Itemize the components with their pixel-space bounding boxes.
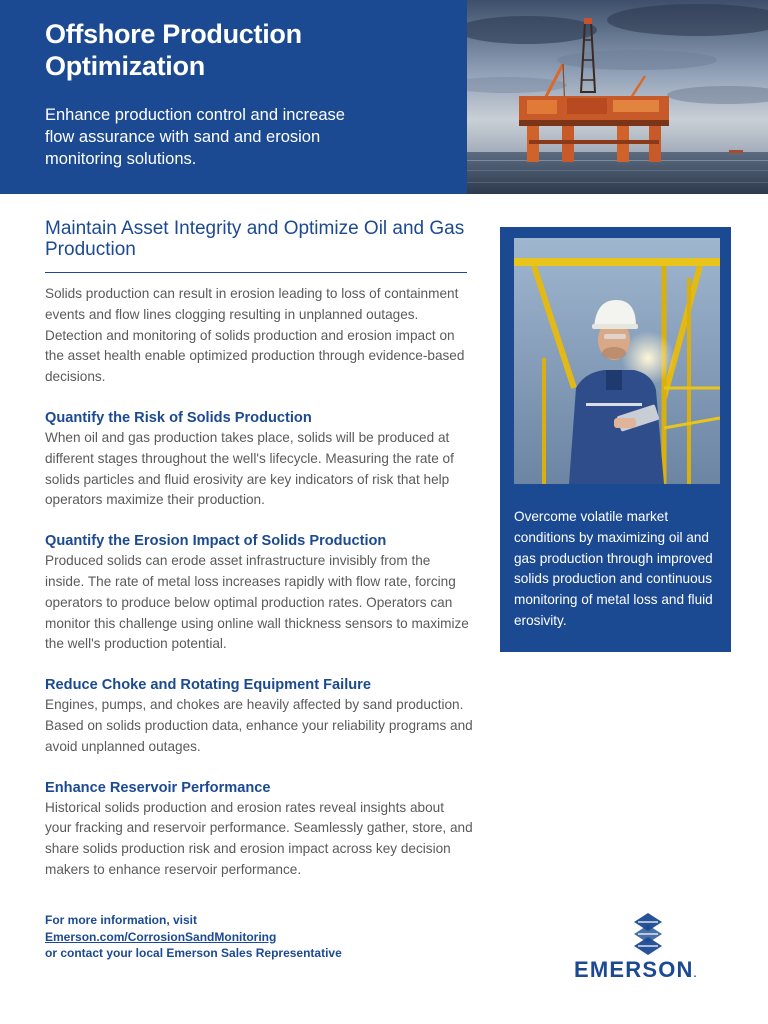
offshore-rig-photo bbox=[467, 0, 768, 194]
intro-paragraph: Solids production can result in erosion leading to loss of containment events and flow lines clogging resulting in unplanned outages. Detection and monitoring of solids production and erosion impact on the asset health enable optimized production through evidence-based decisions. bbox=[45, 286, 465, 385]
footer-contact bbox=[45, 912, 445, 962]
heading-divider bbox=[45, 272, 467, 273]
section-title: Quantify the Risk of Solids Production bbox=[45, 409, 312, 426]
section-title: Quantify the Erosion Impact of Solids Production bbox=[45, 533, 387, 550]
footer-link[interactable]: Emerson.com/CorrosionSandMonitoring bbox=[45, 929, 277, 944]
main-heading: Maintain Asset Integrity and Optimize Oil and Gas Production bbox=[45, 218, 465, 260]
logo-wordmark: EMERSON. bbox=[574, 957, 698, 982]
engineer-photo bbox=[514, 238, 720, 484]
page-subtitle: Enhance production control and increase flow assurance with sand and erosion monitoring solutions. bbox=[45, 106, 345, 168]
section-body: Engines, pumps, and chokes are heavily affected by sand production. Based on solids production data, enhance your reliability programs and avoid unplanned outages. bbox=[45, 697, 473, 754]
section-body: Produced solids can erode asset infrastructure invisibly from the inside. The rate of metal loss increases rapidly with flow rate, forcing operators to produce below optimal production rates. Operators can monitor this challenge using online wall thickness sensors to maximize the well's production potential. bbox=[45, 553, 469, 652]
sidebar-callout bbox=[500, 227, 731, 652]
section-title: Enhance Reservoir Performance bbox=[45, 779, 271, 796]
emerson-mark-icon bbox=[632, 913, 664, 957]
section-body: Historical solids production and erosion rates reveal insights about your fracking and reservoir performance. Seamlessly gather, store, and share solids production risk and erosion impact across key decision makers to enhance reservoir performance. bbox=[45, 799, 473, 877]
footer-line: or contact your local Emerson Sales Representative bbox=[45, 946, 342, 960]
section-title: Reduce Choke and Rotating Equipment Failure bbox=[45, 677, 371, 694]
section-body: When oil and gas production takes place, solids will be produced at different stages throughout the well's lifecycle. Measuring the rate of solids particles and fluid erosivity are key indicators of risk that help operators maximize their production. bbox=[45, 429, 454, 508]
sidebar-text: Overcome volatile market conditions by maximizing oil and gas production through improved solids production and continuous monitoring of metal loss and fluid erosivity. bbox=[514, 509, 713, 628]
main-content bbox=[45, 218, 473, 881]
page-title: Offshore Production Optimization bbox=[45, 19, 302, 81]
emerson-logo bbox=[574, 913, 726, 981]
footer-line: For more information, visit bbox=[45, 913, 198, 927]
